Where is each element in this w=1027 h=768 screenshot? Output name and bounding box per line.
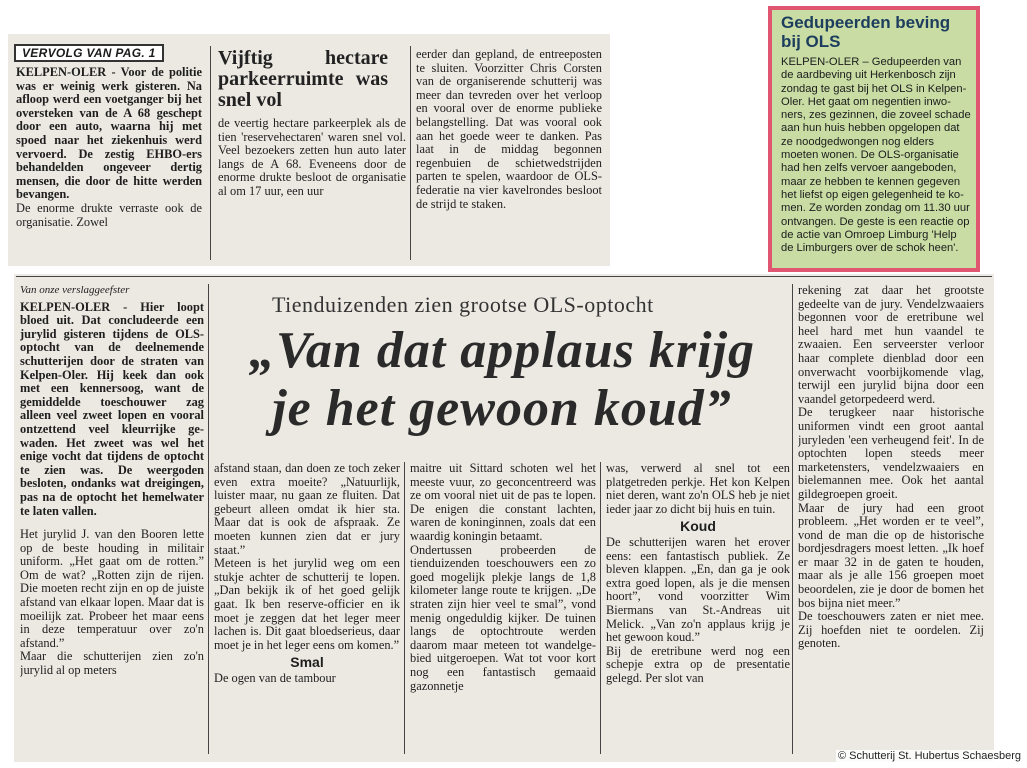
subheadline: Tienduizenden zien grootse OLS-optocht xyxy=(272,292,654,317)
column-2 xyxy=(214,462,400,756)
col2-body: afstand staan, dan doen ze toch zeker even extra moeite? „Natuurlijk, luister maar, nu gaan ze fluiten. Dat gebeurt alleen omdat ik hier sta. Maar dat is ook de afspraak. Ze moeten kunnen zien dat er jury staat.” Meteen is het jurylid weg om een stukje achter de schutterij te lopen. „Dan bekijk ik of het goed gelijk gaat. Ik ben reserve-officier en ik moet je zeggen dat het leger meer lachen is. Dit gaat bloedserieus, daar moet je in het leger eens om komen.” xyxy=(214,462,400,652)
byline: Van onze verslaggeefster xyxy=(20,284,130,296)
top-col2-text: de veertig hectare parkeerplek als de tien 'reservehectaren' waren snel vol. Veel bezoekers zetten hun auto later langs de A 68. Eveneens door de enorme drukte besloot de organisatie al om 17 uur, een uur xyxy=(218,116,406,198)
col1-body: Het jurylid J. van den Booren lette op de beste houding in militair uniform. „Het gaat om de rotten.” Om de wat? „Rotten zijn de rijen. Die moeten recht zijn en op de juiste afstand van elkaar lopen. Maar dat is moeilijk zat. Probeer het maar eens in deze temperatuur over zo'n afstand.” Maar die schutterijen zien zo'n jurylid al op meters xyxy=(20,527,204,678)
intertitle-koud: Koud xyxy=(680,518,716,535)
top-divider-2 xyxy=(410,46,411,260)
headline: „Van dat applaus krijg je het gewoon koud” xyxy=(248,322,756,437)
column-5 xyxy=(798,284,984,756)
top-lead-paragraph: KELPEN-OLER - Voor de politie was er weinig werk gisteren. Na afloop werd een voetganger bij het oversteken van de A 68 geschept door een auto, waarna hij met spoed naar het ziekenhuis werd vervoerd. De zestig EHBO-ers behandelden ongeveer dertig mensen, die door de hitte werden bevangen. xyxy=(16,66,202,202)
top-col3-text: eerder dan gepland, de entreeposten te sluiten. Voorzitter Chris Corsten van de organiserende schutterij was meer dan tevreden over het verloop en vooral over de enorme publieke belangstelling. Dat was vooral ook aan het goede weer te danken. Pas laat in de middag begonnen regenbuien de schietwedstrijden parten te spelen, waardoor de OLS-federatie na vier kavelrondes besloot de strijd te staken. xyxy=(416,48,602,211)
sidebar-box xyxy=(768,6,980,272)
top-col1-tail: De enorme drukte verraste ook de organisatie. Zowel xyxy=(16,200,202,229)
sidebar-title: Gedupeerden beving bij OLS xyxy=(781,13,951,51)
lead-column xyxy=(20,284,204,754)
divider-2 xyxy=(404,462,405,754)
sidebar-text: KELPEN-OLER – Gedupeerden van de aardbeving uit Herkenbosch zijn zondag te gast bij het OLS in Kelpen-Oler. Het gaat om negentien inwoners, zes gezinnen, die zoveel schade aan hun huis hebben opgelopen dat ze noodgedwongen nog elders moeten wonen. De OLS-organisatie had hen zelfs vervoer aangeboden, maar ze hebben te kennen gegeven het liefst op eigen gelegenheid te komen. Ze worden zondag om 11.30 uur ontvangen. De geste is een reactie op de actie van Omroep Limburg 'Help de Limburgers over de schok heen'. xyxy=(781,56,971,255)
top-column-1 xyxy=(16,66,202,266)
copyright-credit: © Schutterij St. Hubertus Schaesberg xyxy=(838,750,1021,762)
top-column-2 xyxy=(218,48,406,263)
divider-4 xyxy=(792,284,793,754)
main-clipping xyxy=(14,274,994,762)
continued-label: VERVOLG VAN PAG. 1 xyxy=(14,44,164,62)
article-top-rule xyxy=(16,276,992,277)
col2-tail: De ogen van de tambour xyxy=(214,670,336,685)
lead-paragraph: KELPEN-OLER - Hier loopt bloed uit. Dat concludeerde een jurylid gisteren tijdens de OLS-optocht van de deelnemende schutterijen door de straten van Kelpen-Oler. Hij keek dan ook met een kennersoog, want de gemiddelde toeschouwer zag alleen veel zweet lopen en vooral ontzettend veel kleurrijke gewaden. Het zweet was wel het enige vocht dat tijdens de optocht te zien was. De weergoden besloten, ondanks wat dreigingen, pas na de optocht het hemelwater te laten vallen. xyxy=(20,299,204,518)
parking-heading: Vijftig hectare parkeerruimte was snel vol xyxy=(218,48,388,111)
column-4 xyxy=(606,462,790,756)
col5-body: rekening zat daar het grootste gedeelte van de jury. Vendelzwaaiers begonnen voor de eretribune wel heel hard met hun vaandel te zwaaien. Een serveerster verloor haar complete dienblad door een onverwacht voorbijkomende vlag, terwijl een jurylid bijna door een vaandel getorpedeerd werd. De terugkeer naar historische uniformen vindt een groot aantal juryleden 'een verheugend feit'. In de optochten lopen steeds meer marketensters, vendelzwaaiers en bielemannen mee. Ook het aantal gildegroepen groeit. Maar de jury had een groot probleem. „Het worden er te veel”, vond de man die op de historische bordjesdragers moest letten. „Ik hoef er maar 32 in de gaten te houden, maar als je alle 156 groepen moet beoordelen, zie je door de bomen het bos bijna niet meer.” De toeschouwers zaten er niet mee. Zij hoefden niet te oordelen. Zij genoten. xyxy=(798,284,984,651)
divider-1 xyxy=(208,284,209,754)
top-column-3 xyxy=(416,48,602,263)
top-clipping xyxy=(8,34,610,266)
intertitle-smal: Smal xyxy=(290,654,324,671)
col3-body: maitre uit Sittard schoten wel het meeste vuur, zo geconcentreerd was ze om vooral niet uit de pas te lopen. De enigen die constant lachten, waren de koninginnen, zoals dat een waardig koningin betaamt. Ondertussen probeerden de tienduizenden toeschouwers een zo goed mogelijk plekje langs de 1,8 kilometer lange route te krijgen. „De straten zijn hier veel te smal”, vond menig ongeduldig kijker. De tuinen langs de optochtroute werden daarom maar meteen tot wandelgebied uitgeroepen. Wat tot voor kort nog een fantastisch gemaaid gazonnetje xyxy=(410,462,596,693)
col4-body: was, verwerd al snel tot een platgetreden perkje. Het kon Kelpen niet deren, want zo'n OLS heb je niet ieder jaar zo dicht bij huis en tuin. xyxy=(606,462,790,516)
top-divider-1 xyxy=(210,46,211,260)
divider-3 xyxy=(600,462,601,754)
col4-tail: De schutterijen waren het erover eens: een fantastisch publiek. Ze bleven klappen. „En, dan ga je ook extra goed lopen, als je die mensen hoort”, vond voorzitter Wim Biermans van St.-Andreas uit Melick. „Van zo'n applaus krijg je het gewoon koud.” Bij de eretribune werd nog een schepje extra op de presentatie gelegd. Per slot van xyxy=(606,534,790,685)
column-3 xyxy=(410,462,596,756)
